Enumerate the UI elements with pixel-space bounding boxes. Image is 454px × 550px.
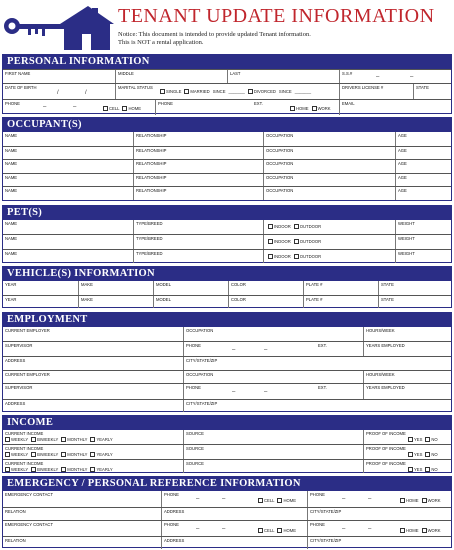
occupant-name-field[interactable] [3,174,133,187]
vehicle-plate-field[interactable] [303,296,378,309]
employer-address-field[interactable] [3,400,183,413]
occupant-relationship-field[interactable] [133,147,263,160]
years-employed-field[interactable] [363,342,453,357]
occupant-name-field[interactable] [3,147,133,160]
occupant-name-field[interactable] [3,132,133,146]
form-row [3,399,451,413]
pet-weight-field[interactable] [395,235,453,248]
ssn-dash: – [410,74,414,80]
form-row [3,132,451,146]
phone-dash: – [342,526,346,532]
drivers-license-field[interactable]: DRIVERS LICENSE # [339,84,413,99]
income-section [2,415,452,473]
section-heading: PERSONAL INFORMATION [3,55,451,69]
field-label: AGE [398,188,407,194]
supervisor-field[interactable] [3,342,183,357]
form-row [3,536,451,550]
field-label: PHONE [310,492,325,497]
biweekly-checkbox[interactable]: BIWEEKLY [31,452,58,457]
pet-location-field [263,250,395,263]
vehicle-state-field[interactable] [378,296,453,309]
form-row [3,173,451,187]
employer-phone-field[interactable] [183,384,363,399]
field-label: COLOR [231,282,246,287]
single-checkbox[interactable]: SINGLE [160,89,181,94]
pet-type-field[interactable] [133,235,263,248]
emergency-address-field[interactable] [161,508,307,521]
married-checkbox[interactable]: MARRIED [184,89,209,94]
field-label: PHONE [310,522,325,527]
occupation-field[interactable] [183,327,363,341]
emergency-city-state-zip-field[interactable] [307,537,453,550]
field-label: CITY/STATE/ZIP [186,358,218,363]
field-label: YEAR [5,296,17,302]
date-slash: / [85,90,87,96]
form-row [3,186,451,200]
field-label: CITY/STATE/ZIP [310,508,342,514]
years-employed-field[interactable] [363,384,453,399]
occupant-age-field[interactable] [395,187,453,200]
field-label: NAME [5,188,18,194]
field-label: MAKE [81,282,93,287]
date-slash: / [57,90,59,96]
hours-per-week-field[interactable] [363,371,453,384]
no-checkbox[interactable]: NO [425,452,437,457]
form-header [0,0,454,52]
field-label: PROOF OF INCOME [366,431,406,436]
notice-line-2: This is NOT a rental application. [118,39,204,46]
section-heading: EMPLOYMENT [3,313,451,327]
field-label: ADDRESS [5,358,26,363]
emergency-address-field[interactable] [161,537,307,550]
occupant-occupation-field[interactable] [263,174,395,187]
proof-of-income-field [363,445,453,458]
pet-name-field[interactable] [3,250,133,263]
field-label: ADDRESS [164,537,185,543]
form-row [3,220,451,234]
vehicle-year-field[interactable] [3,281,78,295]
yearly-checkbox[interactable]: YEARLY [90,467,112,472]
occupants-section [2,117,452,201]
vehicles-section [2,266,452,308]
phone-dash: – [368,496,372,502]
phone-dash: – [232,346,236,353]
field-label: CITY/STATE/ZIP [310,537,342,543]
home-checkbox[interactable]: HOME [122,106,141,111]
vehicle-color-field[interactable] [228,281,303,295]
field-label: SUPERVISOR [5,385,33,390]
outdoor-checkbox[interactable]: OUTDOOR [294,239,321,244]
personal-information-section [2,54,452,114]
occupant-relationship-field[interactable] [133,187,263,200]
field-label: AGE [398,174,407,180]
field-label: SUPERVISOR [5,342,33,348]
pet-location-field [263,235,395,248]
cell-checkbox[interactable]: CELL [258,498,274,503]
emergency-phone-field [161,491,307,507]
work-checkbox[interactable]: WORK [422,498,441,503]
home-checkbox[interactable]: HOME [277,498,296,503]
field-label: AGE [398,161,407,167]
field-label: WEIGHT [398,250,415,256]
occupant-occupation-field[interactable] [263,132,395,146]
field-label: CURRENT INCOME [5,446,44,452]
emergency-contact-section [2,476,452,548]
field-label: NAME [5,174,18,180]
form-row [3,281,451,295]
field-label: NAME [5,221,18,226]
occupant-relationship-field[interactable] [133,132,263,146]
phone-dash: – [222,496,226,502]
pet-weight-field[interactable] [395,250,453,263]
emergency-phone-2-field [307,491,453,507]
field-label: OCCUPATION [266,161,294,167]
weekly-checkbox[interactable]: WEEKLY [5,467,28,472]
outdoor-checkbox[interactable]: OUTDOOR [294,224,321,229]
field-label: RELATIONSHIP [136,133,167,138]
name-row [3,69,451,83]
monthly-checkbox[interactable]: MONTHLY [61,467,87,472]
occupation-field[interactable] [183,371,363,384]
first-name-field[interactable]: FIRST NAME [5,71,31,76]
emergency-contact-field[interactable] [3,521,161,536]
since-label: SINCE [212,89,226,94]
date-of-birth-field[interactable]: DATE OF BIRTH / / [5,85,87,96]
emergency-contact-field[interactable] [3,491,161,507]
phone-dash: – [264,346,268,353]
field-label: CURRENT EMPLOYER [5,371,50,377]
notice-text [118,31,311,47]
supervisor-field[interactable] [3,384,183,399]
occupant-age-field[interactable] [395,147,453,160]
yes-checkbox[interactable]: YES [408,437,422,442]
field-label: SOURCE [186,431,204,436]
form-row [3,507,451,521]
field-label: HOURS/WEEK [366,371,395,377]
dob-row [3,83,451,99]
phone-dash: – [342,496,346,502]
field-label: PLATE # [306,282,323,287]
field-label: TYPE/BREED [136,221,163,226]
form-row [3,295,451,309]
field-label: PROOF OF INCOME [366,446,406,452]
pet-type-field[interactable] [133,220,263,234]
phone-row [3,99,451,115]
occupant-age-field[interactable] [395,174,453,187]
vehicle-year-field[interactable] [3,296,78,309]
pet-location-field [263,220,395,234]
current-employer-field[interactable] [3,371,183,384]
section-heading: INCOME [3,416,451,430]
notice-line-1: Notice: This document is intended to provide updated Tenant information. [118,31,311,38]
vehicle-plate-field[interactable] [303,281,378,295]
phone-dash: – [222,526,226,532]
monthly-checkbox[interactable]: MONTHLY [61,437,87,442]
occupant-name-field[interactable] [3,160,133,173]
field-label: SOURCE [186,446,204,452]
field-label: OCCUPATION [186,328,214,333]
field-label: CURRENT INCOME [5,431,44,436]
vehicle-make-field[interactable] [78,281,153,295]
field-label: ADDRESS [5,400,26,406]
field-label: EXT. [318,342,327,348]
no-checkbox[interactable]: NO [425,437,437,442]
form-row [3,430,451,444]
field-label: PHONE [164,492,179,497]
field-label: RELATIONSHIP [136,188,167,194]
outdoor-checkbox[interactable]: OUTDOOR [294,254,321,259]
field-label: OCCUPATION [266,188,294,194]
field-label: CURRENT EMPLOYER [5,328,50,333]
pet-name-field[interactable] [3,235,133,248]
vehicle-color-field[interactable] [228,296,303,309]
middle-name-field[interactable]: MIDDLE [115,70,227,83]
phone-dash: – [232,389,236,395]
cell-checkbox[interactable]: CELL [103,106,119,111]
form-row [3,520,451,536]
field-label: AGE [398,133,407,138]
current-income-field [3,445,183,458]
pet-name-field[interactable] [3,220,133,234]
license-state-field[interactable]: STATE [413,84,453,99]
occupant-age-field[interactable] [395,160,453,173]
divorced-checkbox[interactable]: DIVORCED [248,89,276,94]
field-label: NAME [5,133,18,138]
form-row [3,491,451,507]
form-title: TENANT UPDATE INFORMATION [118,5,435,27]
indoor-checkbox[interactable]: INDOOR [268,239,291,244]
monthly-checkbox[interactable]: MONTHLY [61,452,87,457]
field-label: OCCUPATION [266,133,294,138]
ssn-field[interactable]: S.S.# – – [339,70,453,83]
occupant-relationship-field[interactable] [133,174,263,187]
field-label: RELATIONSHIP [136,174,167,180]
employer-phone-field[interactable] [183,342,363,357]
field-label: RELATION [5,537,26,543]
field-label: SOURCE [186,460,204,466]
blank-line: _______ [294,89,312,94]
yes-checkbox[interactable]: YES [408,467,422,472]
field-label: NAME [5,161,18,167]
vehicle-make-field[interactable] [78,296,153,309]
phone-dash: – [196,496,200,502]
work-checkbox[interactable]: WORK [422,528,441,533]
field-label: PROOF OF INCOME [366,460,406,466]
occupant-relationship-field[interactable] [133,160,263,173]
field-label: COLOR [231,296,246,302]
email-field[interactable]: EMAIL [339,100,453,115]
vehicle-model-field[interactable] [153,281,228,295]
relation-field[interactable] [3,508,161,521]
phone-dash: – [196,526,200,532]
field-label: STATE [381,296,394,302]
form-row [3,234,451,248]
last-name-field[interactable]: LAST [227,70,339,83]
relation-field[interactable] [3,537,161,550]
field-label: WEIGHT [398,236,415,242]
form-row [3,249,451,263]
field-label: PHONE [186,385,201,390]
indoor-checkbox[interactable]: INDOOR [268,224,291,229]
section-heading: EMERGENCY / PERSONAL REFERENCE INFORMATION [3,477,451,491]
form-row [3,383,451,399]
field-label: EXT. [318,385,327,390]
occupant-occupation-field[interactable] [263,187,395,200]
employer-city-state-zip-field[interactable] [183,400,453,413]
ssn-dash: – [376,74,380,80]
field-label: NAME [5,250,18,256]
field-label: STATE [381,282,394,287]
weekly-checkbox[interactable]: WEEKLY [5,437,28,442]
marital-status-field: MARITAL STATUS SINGLE MARRIED SINCE _______ DIVORCED SINCE _______ [115,84,339,99]
key-house-icon [2,4,114,50]
form-row [3,370,451,384]
field-label: PLATE # [306,296,323,302]
form-row [3,459,451,473]
field-label: TYPE/BREED [136,250,163,256]
occupant-occupation-field[interactable] [263,147,395,160]
section-heading: PET(S) [3,206,451,220]
vehicle-state-field[interactable] [378,281,453,295]
income-source-field[interactable] [183,445,363,458]
form-row [3,146,451,160]
form-row [3,341,451,357]
field-label: RELATIONSHIP [136,161,167,167]
yes-checkbox[interactable]: YES [408,452,422,457]
work-checkbox[interactable]: WORK [312,106,331,111]
since-label: SINCE [278,89,292,94]
section-heading: VEHICLE(S) INFORMATION [3,267,451,281]
employer-address-field[interactable] [3,357,183,370]
income-source-field[interactable] [183,460,363,473]
field-label: WEIGHT [398,221,415,226]
field-label: NAME [5,147,18,153]
section-heading: OCCUPANT(S) [3,118,451,132]
field-label: CURRENT INCOME [5,460,44,466]
emergency-phone-2-field [307,521,453,536]
pet-weight-field[interactable] [395,220,453,234]
proof-of-income-field [363,430,453,444]
income-source-field[interactable] [183,430,363,444]
biweekly-checkbox[interactable]: BIWEEKLY [31,467,58,472]
occupant-age-field[interactable] [395,132,453,146]
no-checkbox[interactable]: NO [425,467,437,472]
pet-type-field[interactable] [133,250,263,263]
field-label: ADDRESS [164,508,185,514]
field-label: PHONE [164,522,179,527]
field-label: MODEL [156,296,171,302]
cell-checkbox[interactable]: CELL [258,528,274,533]
yearly-checkbox[interactable]: YEARLY [90,437,112,442]
phone-dash: – [368,526,372,532]
weekly-checkbox[interactable]: WEEKLY [5,452,28,457]
emergency-phone-field [161,521,307,536]
field-label: NAME [5,236,18,242]
pets-section [2,205,452,263]
form-row [3,327,451,341]
field-label: YEARS EMPLOYED [366,385,405,390]
blank-line: _______ [228,89,245,94]
field-label: YEAR [5,282,17,287]
field-label: CITY/STATE/ZIP [186,400,218,406]
occupant-occupation-field[interactable] [263,160,395,173]
phone-dash: – [264,389,268,395]
field-label: HOURS/WEEK [366,328,395,333]
employment-section [2,312,452,412]
field-label: MODEL [156,282,171,287]
field-label: OCCUPATION [186,371,214,377]
occupant-name-field[interactable] [3,187,133,200]
home-checkbox[interactable]: HOME [290,106,309,111]
work-phone-field[interactable]: PHONE EXT. HOME WORK [155,100,339,115]
field-label: OCCUPATION [266,147,294,153]
field-label: RELATION [5,508,26,514]
field-label: RELATIONSHIP [136,147,167,153]
field-label: OCCUPATION [266,174,294,180]
field-label: PHONE [186,342,201,348]
field-label: YEARS EMPLOYED [366,342,405,348]
indoor-checkbox[interactable]: INDOOR [268,254,291,259]
form-row [3,159,451,173]
emergency-city-state-zip-field[interactable] [307,508,453,521]
field-label: EMERGENCY CONTACT [5,522,54,527]
form-row [3,444,451,458]
home-checkbox[interactable]: HOME [400,528,419,533]
personal-phone-field[interactable]: PHONE – – CELL HOME [5,101,142,111]
current-employer-field[interactable] [3,327,183,341]
field-label: EMERGENCY CONTACT [5,492,54,497]
employer-city-state-zip-field[interactable] [183,357,453,370]
current-income-field [3,460,183,473]
current-income-field [3,430,183,444]
field-label: AGE [398,147,407,153]
hours-per-week-field[interactable] [363,327,453,341]
biweekly-checkbox[interactable]: BIWEEKLY [31,437,58,442]
form-row [3,356,451,370]
proof-of-income-field [363,460,453,473]
home-checkbox[interactable]: HOME [400,498,419,503]
field-label: MAKE [81,296,93,302]
yearly-checkbox[interactable]: YEARLY [90,452,112,457]
home-checkbox[interactable]: HOME [277,528,296,533]
vehicle-model-field[interactable] [153,296,228,309]
field-label: TYPE/BREED [136,236,163,242]
